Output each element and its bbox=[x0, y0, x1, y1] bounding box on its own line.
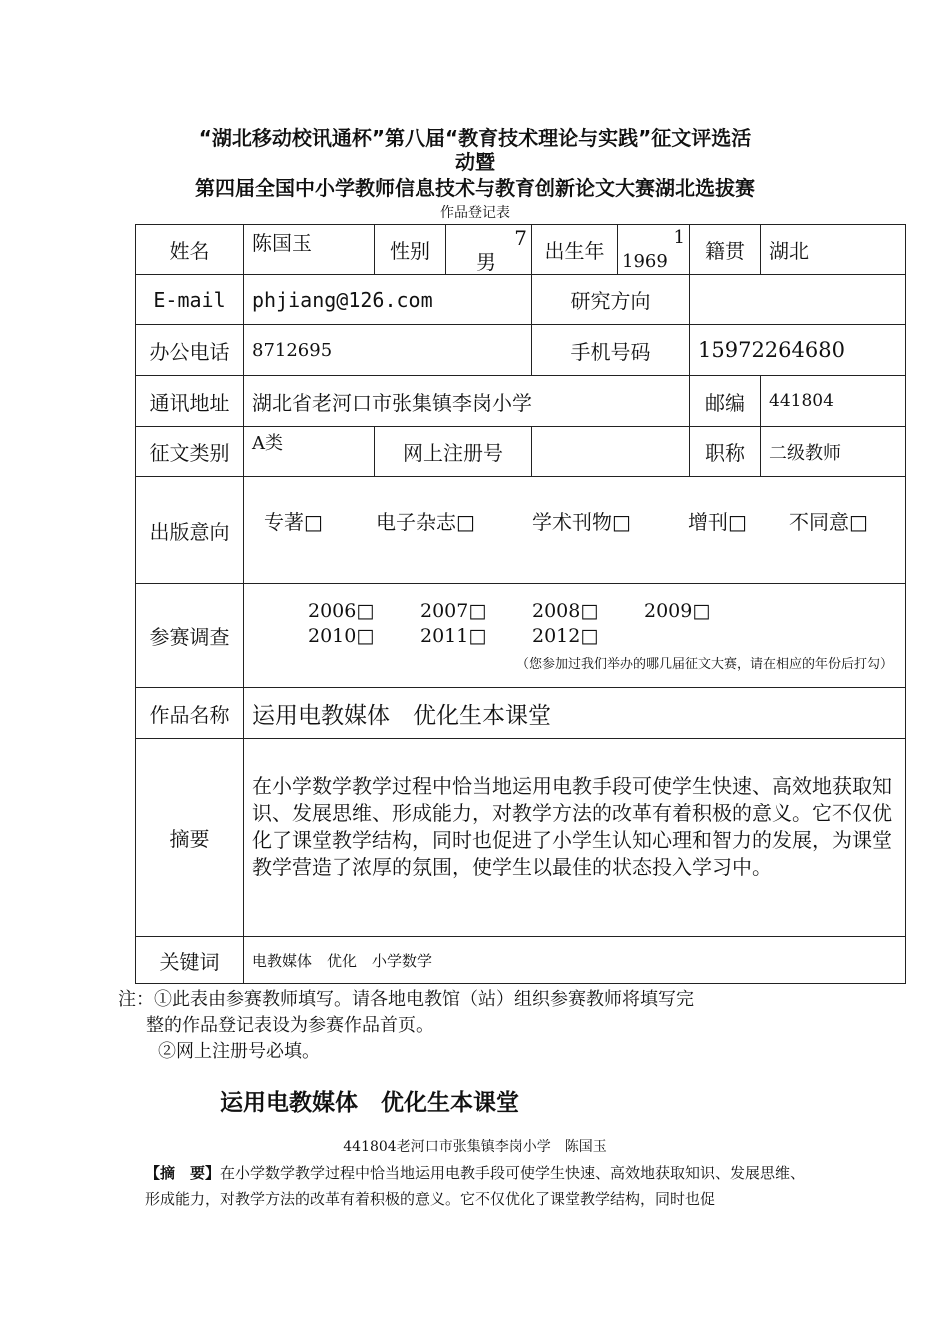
title-rank-label: 职称 bbox=[690, 427, 761, 477]
survey-year-2009[interactable]: 2009□ bbox=[644, 600, 711, 622]
gender-cell[interactable] bbox=[446, 225, 532, 275]
survey-year-2007[interactable]: 2007□ bbox=[420, 600, 487, 622]
abstract-label: 摘要 bbox=[136, 739, 244, 937]
survey-year-2010[interactable]: 2010□ bbox=[308, 625, 375, 647]
work-name-value[interactable]: 运用电教媒体 优化生本课堂 bbox=[244, 688, 906, 739]
work-name-label: 作品名称 bbox=[136, 688, 244, 739]
mobile-label: 手机号码 bbox=[532, 325, 690, 376]
title-rank-value[interactable]: 二级教师 bbox=[761, 427, 906, 477]
category-value[interactable]: A类 bbox=[244, 427, 375, 477]
category-label: 征文类别 bbox=[136, 427, 244, 477]
publish-option-ejournal[interactable]: 电子杂志□ bbox=[376, 509, 475, 534]
address-label: 通讯地址 bbox=[136, 376, 244, 427]
office-phone-value[interactable]: 8712695 bbox=[244, 325, 532, 376]
note-line-2: 整的作品登记表设为参赛作品首页。 bbox=[146, 1015, 434, 1036]
research-label: 研究方向 bbox=[532, 275, 690, 325]
article-summary bbox=[145, 1160, 810, 1212]
note-line-1: 注：①此表由参赛教师填写。请各地电教馆（站）组织参赛教师将填写完 bbox=[118, 989, 694, 1010]
title-line-2: 动暨 bbox=[455, 150, 495, 174]
survey-year-2012[interactable]: 2012□ bbox=[532, 625, 599, 647]
publish-option-supplement[interactable]: 增刊□ bbox=[688, 509, 747, 534]
summary-text: 在小学数学教学过程中恰当地运用电教手段可使学生快速、高效地获取知识、发展思维、形成能力，对教学方法的改革有着积极的意义。它不仅优化了课堂教学结构，同时也促 bbox=[145, 1164, 806, 1208]
office-phone-label: 办公电话 bbox=[136, 325, 244, 376]
note-line-3: ②网上注册号必填。 bbox=[158, 1041, 320, 1062]
publish-label: 出版意向 bbox=[136, 477, 244, 584]
publish-option-disagree[interactable]: 不同意□ bbox=[789, 509, 868, 534]
title-line-3: 第四届全国中小学教师信息技术与教育创新论文大赛湖北选拔赛 bbox=[195, 176, 755, 200]
gender-value: 男 bbox=[476, 249, 496, 274]
birth-label: 出生年 bbox=[532, 225, 618, 275]
survey-label: 参赛调查 bbox=[136, 584, 244, 688]
online-reg-label: 网上注册号 bbox=[375, 427, 532, 477]
publish-option-journal[interactable]: 学术刊物□ bbox=[532, 509, 631, 534]
abstract-value[interactable]: 在小学数学教学过程中恰当地运用电教手段可使学生快速、高效地获取知识、发展思维、形成能力，对教学方法的改革有着积极的意义。它不仅优化了课堂教学结构，同时也促进了小学生认知心理和智力的发展，为课堂教学营造了浓厚的氛围，使学生以最佳的状态投入学习中。 bbox=[244, 739, 906, 937]
publish-options bbox=[244, 477, 906, 584]
research-value[interactable] bbox=[690, 275, 906, 325]
birth-value-top: 1 bbox=[673, 226, 685, 248]
online-reg-value[interactable] bbox=[532, 427, 690, 477]
summary-label: 【摘 要】 bbox=[145, 1164, 221, 1182]
postcode-value[interactable]: 441804 bbox=[761, 376, 906, 427]
form-subtitle: 作品登记表 bbox=[440, 205, 510, 221]
survey-year-2008[interactable]: 2008□ bbox=[532, 600, 599, 622]
keywords-label: 关键词 bbox=[136, 937, 244, 984]
email-value[interactable]: phjiang@126.com bbox=[244, 275, 532, 325]
publish-option-monograph[interactable]: 专著□ bbox=[264, 509, 323, 534]
email-label: E-mail bbox=[136, 275, 244, 325]
survey-year-2011[interactable]: 2011□ bbox=[420, 625, 487, 647]
native-label: 籍贯 bbox=[690, 225, 761, 275]
survey-year-2006[interactable]: 2006□ bbox=[308, 600, 375, 622]
birth-cell[interactable] bbox=[618, 225, 690, 275]
address-value[interactable]: 湖北省老河口市张集镇李岗小学 bbox=[244, 376, 690, 427]
survey-note: （您参加过我们举办的哪几届征文大赛，请在相应的年份后打勾） bbox=[515, 657, 893, 672]
article-author: 441804老河口市张集镇李岗小学 陈国玉 bbox=[343, 1139, 607, 1155]
gender-label: 性别 bbox=[375, 225, 446, 275]
name-label: 姓名 bbox=[136, 225, 244, 275]
name-value[interactable]: 陈国玉 bbox=[244, 225, 375, 275]
article-title: 运用电教媒体 优化生本课堂 bbox=[220, 1090, 519, 1116]
birth-value: 1969 bbox=[622, 250, 668, 272]
postcode-label: 邮编 bbox=[690, 376, 761, 427]
survey-cell bbox=[244, 584, 906, 688]
keywords-value[interactable]: 电教媒体 优化 小学数学 bbox=[244, 937, 906, 984]
registration-form bbox=[135, 224, 906, 984]
title-line-1: “湖北移动校讯通杯”第八届“教育技术理论与实践”征文评选活 bbox=[198, 126, 752, 150]
gender-value-top: 7 bbox=[514, 225, 527, 250]
mobile-value[interactable]: 15972264680 bbox=[690, 325, 906, 376]
native-value[interactable]: 湖北 bbox=[761, 225, 906, 275]
